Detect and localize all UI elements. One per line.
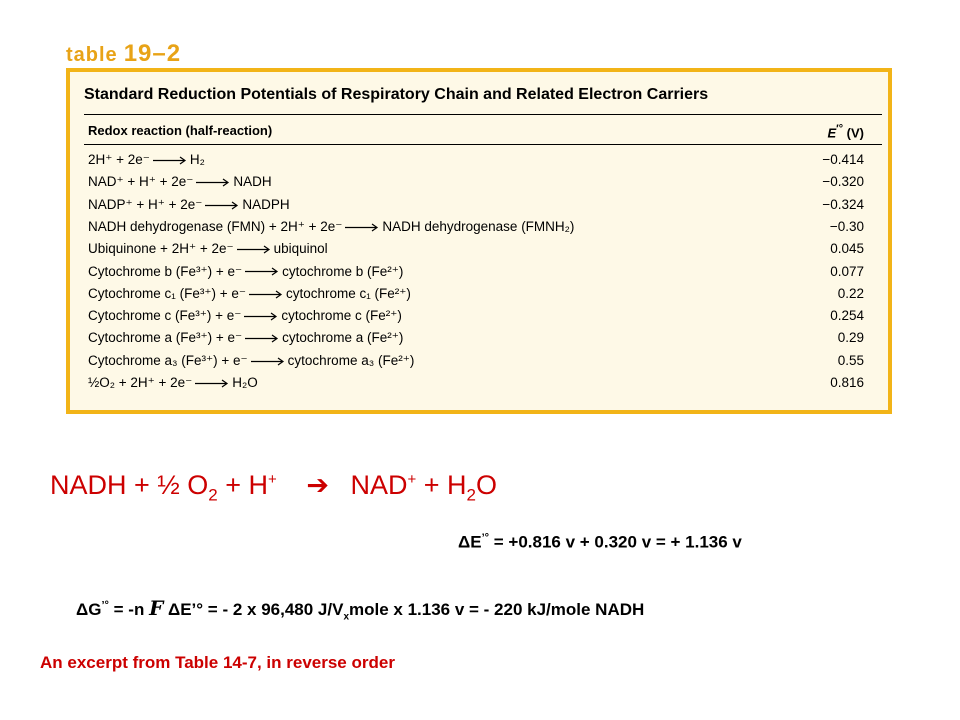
reactants: Cytochrome c₁ (Fe³⁺) + e⁻ [88, 285, 246, 301]
reactants: NADP⁺ + H⁺ + 2e⁻ [88, 196, 203, 212]
reaction-nad-sup: + [407, 471, 417, 488]
delta-e-sup: ’° [481, 532, 490, 544]
delta-g-text1: = -n [108, 600, 150, 619]
half-reaction [88, 375, 258, 391]
header-rule [84, 144, 882, 145]
half-reaction [88, 286, 411, 302]
reaction-arrow-icon [237, 245, 271, 254]
table-row [88, 330, 864, 352]
reactants: NADH dehydrogenase (FMN) + 2H⁺ + 2e⁻ [88, 218, 343, 234]
header-reaction: Redox reaction (half-reaction) [88, 123, 273, 138]
faraday-symbol: F [149, 596, 164, 620]
half-reaction [88, 308, 402, 324]
reaction-arrow-icon [245, 267, 279, 276]
reduction-potential: 0.29 [837, 330, 864, 346]
half-reaction [88, 353, 414, 369]
table-number: 19–2 [123, 40, 182, 67]
table-row [88, 152, 864, 174]
half-reaction [88, 330, 403, 346]
reaction-arrow-icon [196, 178, 230, 187]
table-row [88, 308, 864, 330]
reduction-potential: 0.22 [837, 285, 864, 301]
products: H₂ [189, 152, 205, 167]
delta-g-sub-x: x [343, 611, 349, 623]
reduction-potential: −0.414 [822, 152, 864, 167]
reaction-arrow-icon [205, 201, 239, 210]
products: NADPH [242, 196, 290, 212]
half-reaction [88, 174, 272, 190]
reaction-arrow-icon [251, 357, 285, 366]
header-potential-symbol: E [827, 125, 837, 141]
reduction-potential: 0.55 [837, 352, 864, 368]
table-row [88, 197, 864, 219]
delta-g-symbol: ΔG [76, 600, 102, 619]
table-caption: Standard Reduction Potentials of Respiratory Chain and Related Electron Carriers [84, 86, 709, 103]
delta-g-text2: ΔE’° = - 2 x 96,480 J/V [163, 600, 344, 619]
table-row [88, 264, 864, 286]
products: NADH dehydrogenase (FMNH₂) [382, 218, 575, 234]
table-row [88, 241, 864, 263]
products: cytochrome a (Fe²⁺) [282, 330, 404, 346]
products: cytochrome a₃ (Fe²⁺) [287, 352, 415, 368]
reduction-potential: 0.254 [830, 308, 864, 324]
products: ubiquinol [273, 241, 328, 257]
reactants: NAD⁺ + H⁺ + 2e⁻ [88, 174, 194, 190]
table-row [88, 219, 864, 241]
reaction-arrow-icon [244, 312, 278, 321]
half-reaction [88, 152, 205, 168]
reactants: 2H⁺ + 2e⁻ [88, 152, 150, 167]
half-reaction [88, 241, 328, 257]
nadh-oxidation-reaction [50, 470, 497, 505]
reaction-arrow-icon [195, 379, 229, 388]
reaction-o2-sub: 2 [208, 485, 218, 505]
reaction-nadh: NADH + ½ O [50, 470, 209, 500]
half-reaction [88, 197, 290, 213]
reaction-nad: NAD [342, 470, 408, 500]
reaction-arrow-icon [153, 156, 187, 165]
reduction-potential: −0.324 [822, 196, 864, 212]
caption-rule [84, 114, 882, 115]
reaction-plus-h: + H [217, 470, 269, 500]
table-row [88, 286, 864, 308]
table-row [88, 174, 864, 196]
half-reaction [88, 264, 403, 280]
reactants: Cytochrome a (Fe³⁺) + e⁻ [88, 330, 243, 346]
delta-g-sup: ’° [101, 599, 109, 612]
products: cytochrome c₁ (Fe²⁺) [285, 285, 411, 301]
reaction-h2o-o: O [475, 470, 497, 500]
reactants: Cytochrome b (Fe³⁺) + e⁻ [88, 263, 243, 279]
table-frame [66, 68, 892, 414]
header-potential-sup: ′° [836, 123, 844, 135]
products: NADH [233, 174, 272, 190]
table-number-label [66, 40, 181, 68]
reaction-arrow-icon: ➔ [306, 470, 329, 500]
reaction-arrow-icon [345, 223, 379, 232]
reactants: ½O₂ + 2H⁺ + 2e⁻ [88, 375, 193, 390]
table-word: table [66, 44, 118, 66]
reactants: Cytochrome a₃ (Fe³⁺) + e⁻ [88, 352, 248, 368]
reduction-potential: 0.816 [830, 375, 864, 390]
products: H₂O [232, 375, 258, 390]
source-note: An excerpt from Table 14-7, in reverse order [40, 653, 395, 672]
products: cytochrome c (Fe²⁺) [281, 308, 402, 324]
header-potential-unit: (V) [843, 125, 864, 141]
reduction-potential: 0.045 [830, 241, 864, 257]
reaction-arrow-icon [249, 290, 283, 299]
table-row [88, 375, 864, 397]
delta-e-symbol: ΔE [458, 532, 482, 552]
reaction-h-sup: + [268, 471, 277, 488]
reduction-potential: 0.077 [830, 263, 864, 279]
delta-g-text3: mole x 1.136 v = - 220 kJ/mole NADH [349, 600, 645, 619]
header-potential [827, 123, 864, 140]
delta-e-text: = +0.816 v + 0.320 v = + 1.136 v [489, 532, 742, 552]
products: cytochrome b (Fe²⁺) [282, 263, 404, 279]
delta-g-equation [76, 596, 644, 622]
reactants: Cytochrome c (Fe³⁺) + e⁻ [88, 308, 242, 324]
reduction-potential: −0.30 [829, 218, 864, 234]
reaction-arrow-icon [245, 334, 279, 343]
reduction-potential: −0.320 [822, 174, 864, 190]
half-reaction [88, 219, 574, 235]
table-row [88, 353, 864, 375]
reaction-plus-h2o: + H [416, 470, 467, 500]
delta-e-equation [458, 532, 742, 553]
reaction-h2o-sub: 2 [466, 485, 476, 505]
reactants: Ubiquinone + 2H⁺ + 2e⁻ [88, 241, 234, 257]
